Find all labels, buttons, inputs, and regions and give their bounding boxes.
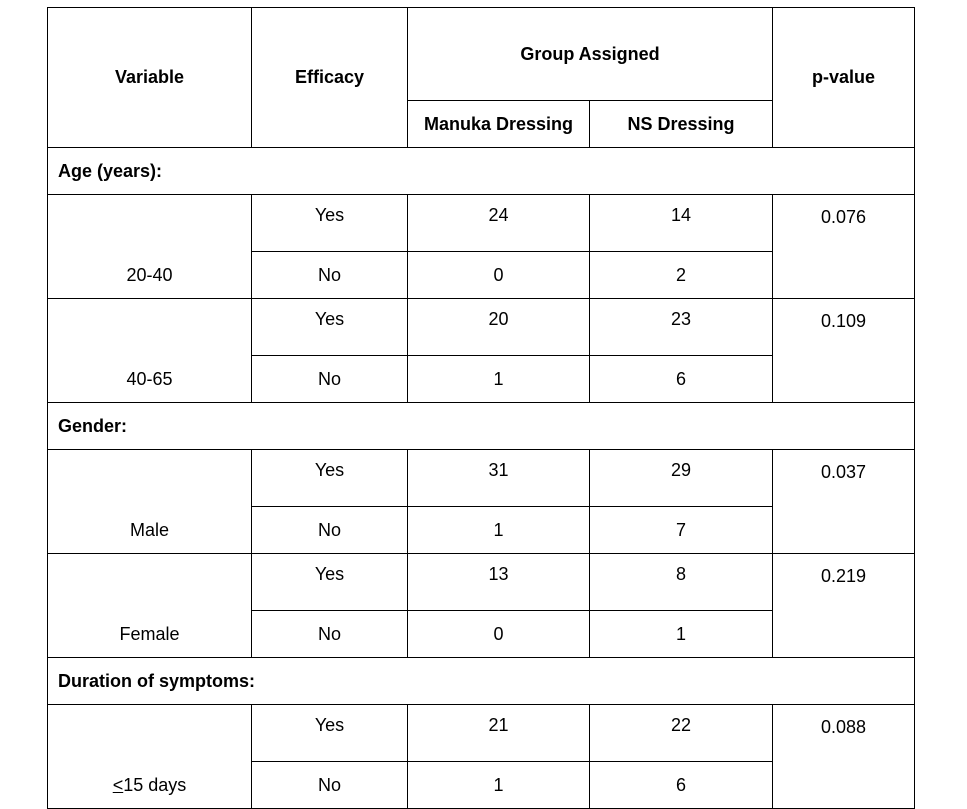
table-row xyxy=(48,299,915,356)
results-table xyxy=(47,7,915,809)
p-value-cell: 0.109 xyxy=(773,299,915,403)
variable-label: 20-40 xyxy=(48,195,252,299)
ns-value: 29 xyxy=(590,450,773,507)
ns-value: 14 xyxy=(590,195,773,252)
ns-value: 2 xyxy=(590,252,773,299)
p-value-cell: 0.037 xyxy=(773,450,915,554)
ns-value: 7 xyxy=(590,507,773,554)
header-manuka-dressing: Manuka Dressing xyxy=(408,101,590,148)
section-title-duration: Duration of symptoms: xyxy=(48,658,915,705)
efficacy-cell: Yes xyxy=(252,195,408,252)
header-group-assigned: Group Assigned xyxy=(408,8,773,101)
p-value-cell: 0.219 xyxy=(773,554,915,658)
section-title-age: Age (years): xyxy=(48,148,915,195)
header-variable: Variable xyxy=(48,8,252,148)
section-title-gender: Gender: xyxy=(48,403,915,450)
header-p-value: p-value xyxy=(773,8,915,148)
header-efficacy: Efficacy xyxy=(252,8,408,148)
ns-value: 22 xyxy=(590,705,773,762)
ns-value: 6 xyxy=(590,356,773,403)
less-equal-symbol: < xyxy=(112,775,124,795)
ns-value: 8 xyxy=(590,554,773,611)
efficacy-cell: No xyxy=(252,252,408,299)
section-row xyxy=(48,658,915,705)
p-value-cell: 0.088 xyxy=(773,705,915,809)
efficacy-cell: Yes xyxy=(252,705,408,762)
section-row xyxy=(48,403,915,450)
manuka-value: 24 xyxy=(408,195,590,252)
manuka-value: 31 xyxy=(408,450,590,507)
manuka-value: 1 xyxy=(408,356,590,403)
variable-label xyxy=(48,705,252,809)
manuka-value: 0 xyxy=(408,252,590,299)
header-ns-dressing: NS Dressing xyxy=(590,101,773,148)
efficacy-cell: No xyxy=(252,611,408,658)
variable-label: Female xyxy=(48,554,252,658)
efficacy-cell: No xyxy=(252,507,408,554)
ns-value: 1 xyxy=(590,611,773,658)
efficacy-cell: Yes xyxy=(252,299,408,356)
efficacy-cell: Yes xyxy=(252,554,408,611)
variable-label: 40-65 xyxy=(48,299,252,403)
ns-value: 23 xyxy=(590,299,773,356)
manuka-value: 13 xyxy=(408,554,590,611)
variable-label-text: 15 days xyxy=(123,775,187,795)
table-row xyxy=(48,554,915,611)
variable-label: Male xyxy=(48,450,252,554)
table-row xyxy=(48,195,915,252)
manuka-value: 1 xyxy=(408,507,590,554)
manuka-value: 1 xyxy=(408,762,590,809)
table-row xyxy=(48,450,915,507)
efficacy-cell: No xyxy=(252,356,408,403)
manuka-value: 20 xyxy=(408,299,590,356)
table-row xyxy=(48,705,915,762)
manuka-value: 21 xyxy=(408,705,590,762)
manuka-value: 0 xyxy=(408,611,590,658)
section-row xyxy=(48,148,915,195)
efficacy-cell: Yes xyxy=(252,450,408,507)
ns-value: 6 xyxy=(590,762,773,809)
p-value-cell: 0.076 xyxy=(773,195,915,299)
efficacy-cell: No xyxy=(252,762,408,809)
